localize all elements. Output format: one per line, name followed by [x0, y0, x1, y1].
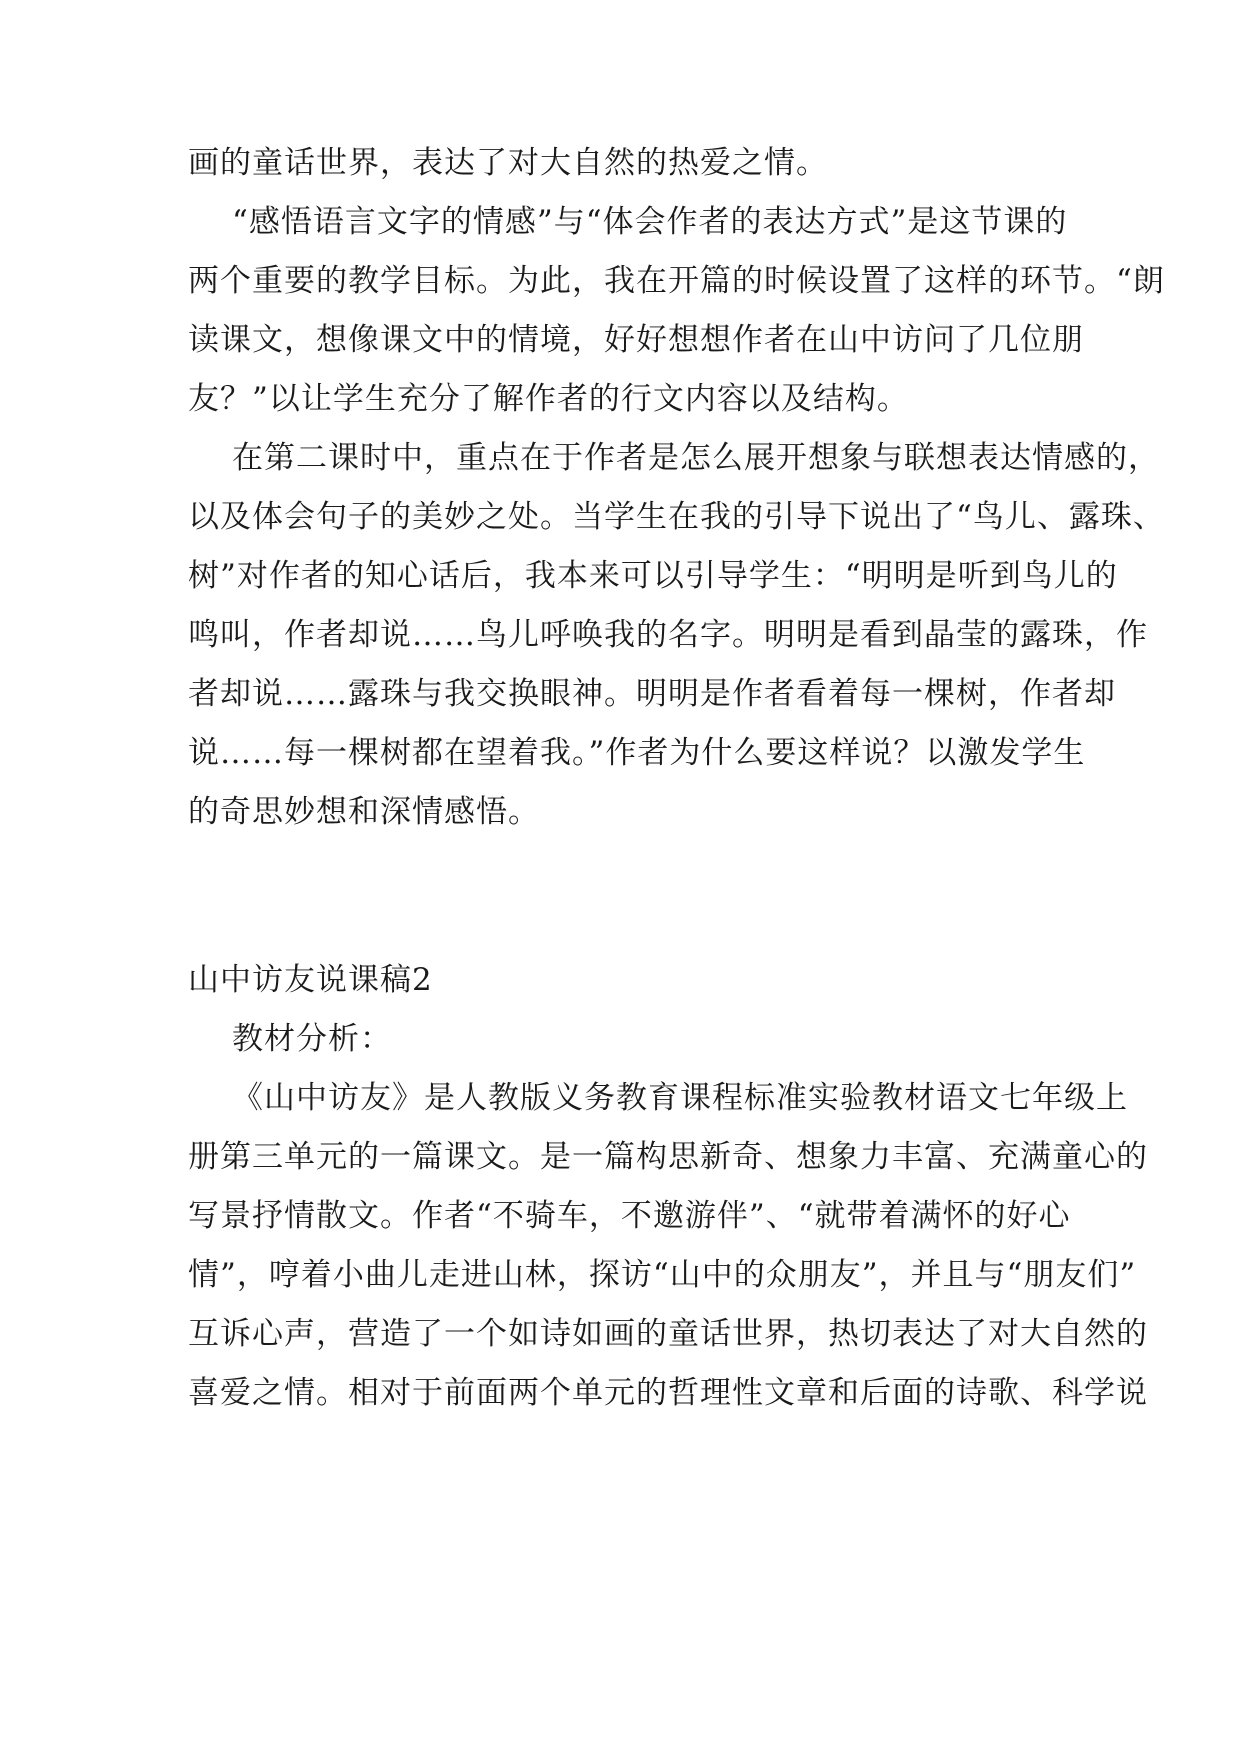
text-line: 的奇思妙想和深情感悟。 — [188, 794, 540, 830]
text-line: “感悟语言文字的情感”与“体会作者的表达方式”是这节课的 — [232, 204, 1068, 240]
subheading: 教材分析： — [232, 1021, 392, 1057]
text-line: 树”对作者的知心话后，我本来可以引导学生：“明明是听到鸟儿的 — [188, 558, 1118, 594]
text-line: 说……每一棵树都在望着我。”作者为什么要这样说？以激发学生 — [188, 735, 1086, 771]
text-line: 喜爱之情。相对于前面两个单元的哲理性文章和后面的诗歌、科学说 — [188, 1375, 1148, 1411]
text-line: 互诉心声，营造了一个如诗如画的童话世界，热切表达了对大自然的 — [188, 1316, 1148, 1352]
text-line: 写景抒情散文。作者“不骑车，不邀游伴”、“就带着满怀的好心 — [188, 1198, 1071, 1234]
text-line: 鸣叫，作者却说……鸟儿呼唤我的名字。明明是看到晶莹的露珠，作 — [188, 617, 1148, 653]
text-line: 以及体会句子的美妙之处。当学生在我的引导下说出了“鸟儿、露珠、 — [188, 499, 1165, 535]
text-line: 在第二课时中，重点在于作者是怎么展开想象与联想表达情感的， — [232, 440, 1160, 476]
text-line: 册第三单元的一篇课文。是一篇构思新奇、想象力丰富、充满童心的 — [188, 1139, 1148, 1175]
text-line: 情”，哼着小曲儿走进山林，探访“山中的众朋友”，并且与“朋友们” — [188, 1257, 1137, 1293]
text-line: 读课文，想像课文中的情境，好好想想作者在山中访问了几位朋 — [188, 322, 1084, 358]
text-line: 者却说……露珠与我交换眼神。明明是作者看着每一棵树，作者却 — [188, 676, 1116, 712]
text-line: 两个重要的教学目标。为此，我在开篇的时候设置了这样的环节。“朗 — [188, 263, 1165, 299]
text-line: 友？”以让学生充分了解作者的行文内容以及结构。 — [188, 381, 909, 417]
text-line: 《山中访友》是人教版义务教育课程标准实验教材语文七年级上 — [232, 1080, 1128, 1116]
text-line: 画的童话世界，表达了对大自然的热爱之情。 — [188, 145, 828, 181]
section-title: 山中访友说课稿2 — [188, 962, 433, 998]
